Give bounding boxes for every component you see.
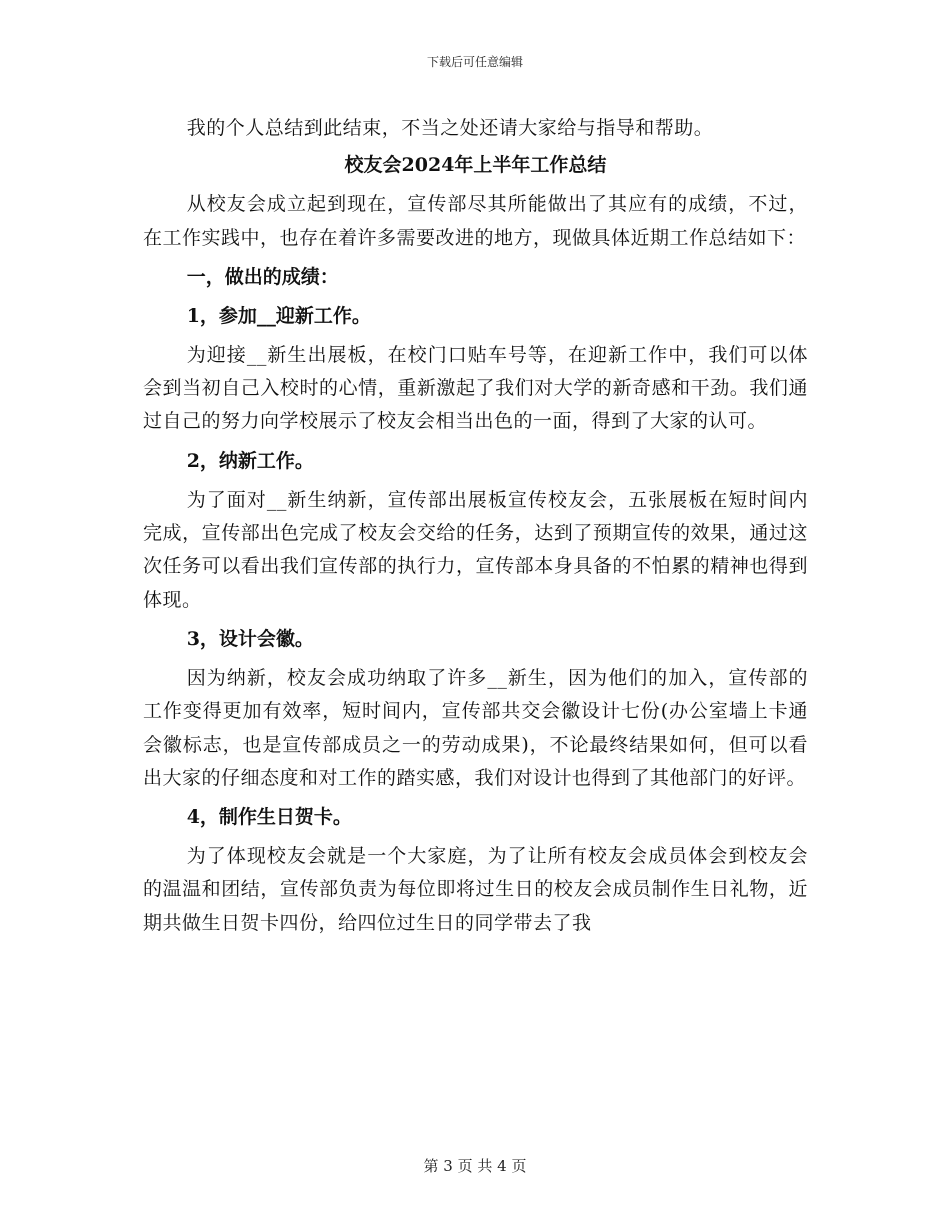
item-heading-1: 1，参加__迎新工作。 bbox=[186, 304, 371, 327]
section-heading-achievements: 一，做出的成绩： bbox=[186, 265, 339, 288]
item-text-1: 为迎接__新生出展板，在校门口贴车号等，在迎新工作中，我们可以体会到当初自己入校时的心情，重新激起了我们对大学的新奇感和干劲。我们通过自己的努力向学校展示了校友会相当出色的一面，得到了大家的认可。 bbox=[143, 343, 808, 433]
document-title: 校友会2024年上半年工作总结 bbox=[344, 154, 607, 177]
item-text-4: 为了体现校友会就是一个大家庭，为了让所有校友会成员体会到校友会的温温和团结，宣传部负责为每位即将过生日的校友会成员制作生日礼物，近期共做生日贺卡四份，给四位过生日的同学带去了我 bbox=[143, 845, 808, 934]
closing-paragraph: 我的个人总结到此结束，不当之处还请大家给与指导和帮助。 bbox=[186, 117, 714, 139]
item-heading-4: 4，制作生日贺卡。 bbox=[186, 806, 352, 829]
page-header-note: 下载后可任意编辑 bbox=[426, 55, 523, 69]
intro-paragraph: 从校友会成立起到现在，宣传部尽其所能做出了其应有的成绩，不过，在工作实践中，也存在着许多需要改进的地方，现做具体近期工作总结如下： bbox=[143, 193, 808, 249]
item-heading-2: 2，纳新工作。 bbox=[186, 449, 314, 472]
document-body bbox=[143, 112, 808, 940]
item-text-3: 因为纳新，校友会成功纳取了许多__新生，因为他们的加入，宣传部的工作变得更加有效率，短时间内，宣传部共交会徽设计七份(办公室墙上卡通会徽标志，也是宣传部成员之一的劳动成果)，不论最终结果如何，但可以看出大家的仔细态度和对工作的踏实感，我们对设计也得到了其他部门的好评。 bbox=[143, 666, 808, 789]
page-number: 第 3 页 共 4 页 bbox=[423, 1157, 527, 1175]
item-text-2: 为了面对__新生纳新，宣传部出展板宣传校友会，五张展板在短时间内完成，宣传部出色完成了校友会交给的任务，达到了预期宣传的效果，通过这次任务可以看出我们宣传部的执行力，宣传部本身具备的不怕累的精神也得到体现。 bbox=[143, 488, 808, 611]
item-heading-3: 3，设计会徽。 bbox=[186, 627, 314, 650]
